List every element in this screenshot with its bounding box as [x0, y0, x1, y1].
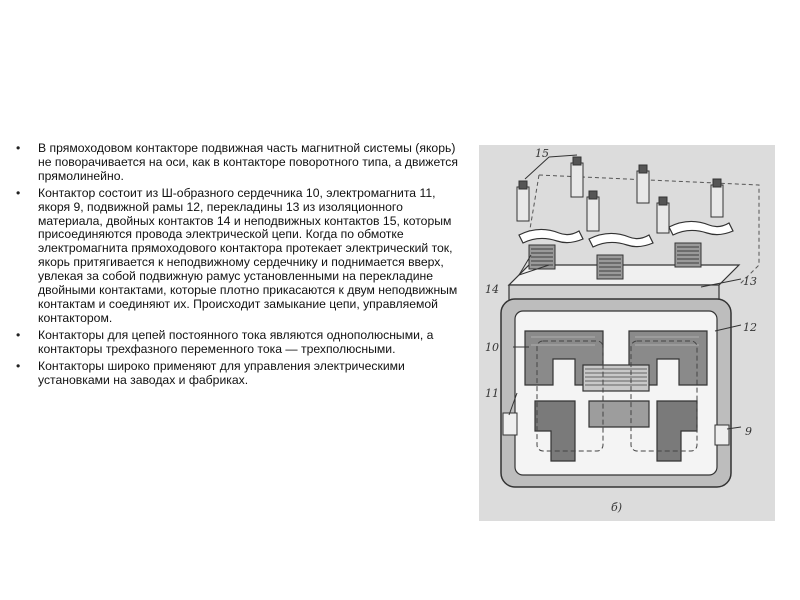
text-block — [16, 142, 458, 390]
paragraph-1: • В прямоходовом контакторе подвижная часть магнитной системы (якорь) не поворачивается на оси, как в контакторе поворотного типа, а движется прямолинейно. — [16, 142, 458, 184]
label-10: 10 — [485, 341, 499, 354]
paragraph-4: • Контакторы широко применяют для управления электрическими установками на заводах и фабриках. — [16, 360, 458, 388]
left-mount — [503, 413, 517, 435]
paragraph-3: • Контакторы для цепей постоянного тока являются однополюсными, а контакторы трехфазного переменного тока — трехполюсными. — [16, 329, 458, 357]
crossbar — [509, 265, 739, 301]
contactor-figure — [479, 145, 775, 521]
moving-frame — [501, 299, 731, 487]
contactor-drawing — [479, 145, 775, 521]
bullet-list — [16, 142, 458, 387]
label-12: 12 — [743, 321, 757, 334]
label-14: 14 — [485, 283, 499, 296]
paragraph-2: • Контактор состоит из Ш-образного сердечника 10, электромагнита 11, якоря 9, подвижной рамы 12, перекладины 13 из изоляционного материала, двойных контактов 14 и неподвижных контактов 15, которым присоединяются провода электрической цепи. Когда по обмотке электромагнита прямоходового контактора протекает электрический ток, якорь притягивается к неподвижному сердечнику и поднимается вверх, увлекая за собой подвижную рамус установленными на перекладине двойными контактами, которые плотно прикасаются к двум неподвижным контактам и соединяют их. Происходит замыкание цепи, управляемой контактором. — [16, 187, 458, 326]
label-11: 11 — [485, 387, 499, 400]
label-13: 13 — [743, 275, 757, 288]
label-15: 15 — [535, 147, 549, 160]
label-9: 9 — [745, 425, 752, 438]
right-mount — [715, 425, 729, 445]
figure-caption: б) — [611, 501, 623, 514]
